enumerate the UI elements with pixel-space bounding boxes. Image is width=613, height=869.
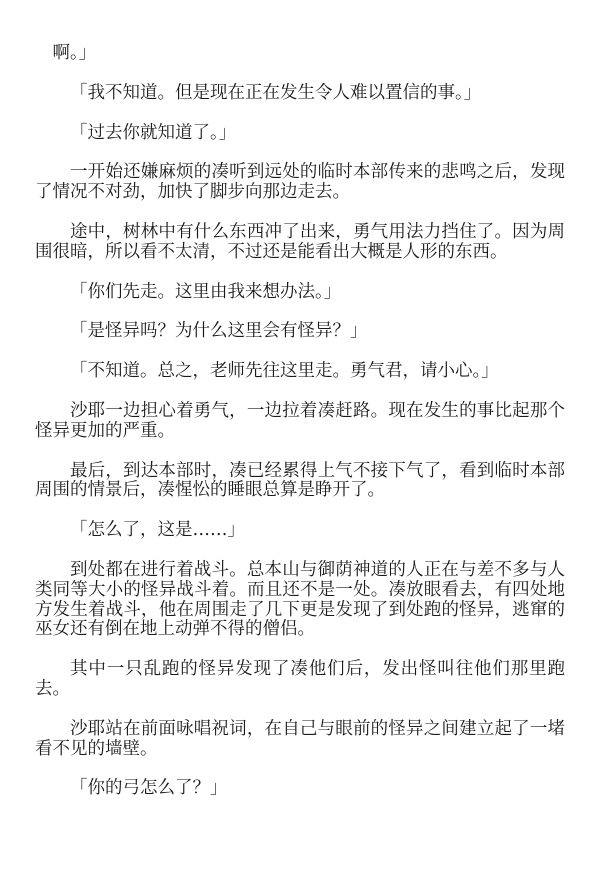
paragraph-dialogue: 「是怪异吗？为什么这里会有怪异？」 [70, 321, 368, 342]
paragraph: 最后，到达本部时，凑已经累得上气不接下气了，看到临时本部周围的情景后，凑惺忪的睡眼总算是睁开了。 [35, 460, 565, 501]
paragraph: 沙耶一边担心着勇气，一边拉着凑赶路。现在发生的事比起那个怪异更加的严重。 [35, 400, 565, 441]
paragraph: 沙耶站在前面咏唱祝词，在自己与眼前的怪异之间建立起了一堵看不见的墙壁。 [35, 718, 565, 759]
paragraph: 其中一只乱跑的怪异发现了凑他们后，发出怪叫往他们那里跑去。 [35, 659, 565, 699]
paragraph-dialogue: 「你的弓怎么了？」 [70, 778, 228, 799]
paragraph-dialogue: 「你们先走。这里由我来想办法。」 [70, 281, 342, 302]
paragraph-dialogue: 「怎么了，这是……」 [70, 520, 245, 541]
paragraph-dialogue: 「过去你就知道了。」 [70, 122, 237, 143]
paragraph: 啊。」 [52, 43, 97, 63]
paragraph-dialogue: 「不知道。总之，老师先往这里走。勇气君，请小心。」 [70, 361, 499, 382]
paragraph-dialogue: 「我不知道。但是现在正在发生令人难以置信的事。」 [70, 82, 482, 103]
paragraph: 途中，树林中有什么东西冲了出来，勇气用法力挡住了。因为周围很暗，所以看不太清，不过还是能看出大概是人形的东西。 [35, 221, 565, 262]
paragraph: 一开始还嫌麻烦的凑听到远处的临时本部传来的悲鸣之后，发现了情况不对劲，加快了脚步向那边走去。 [35, 162, 565, 203]
paragraph: 到处都在进行着战斗。总本山与御荫神道的人正在与差不多与人类同等大小的怪异战斗着。而且还不是一处。凑放眼看去，有四处地方发生着战斗，他在周围走了几下更是发现了到处跑的怪异，逃窜的巫女还有倒在地上动弹不得的僧侣。 [35, 559, 565, 640]
